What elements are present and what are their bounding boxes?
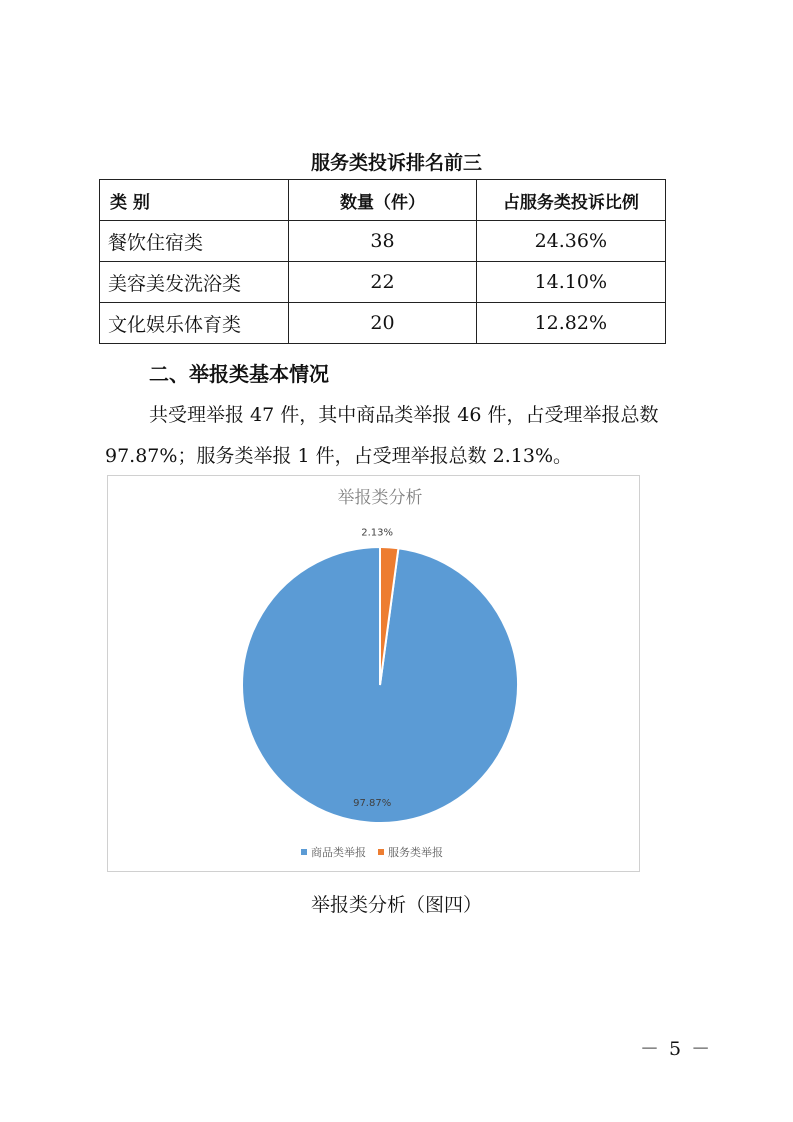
table-header-row: [100, 180, 666, 221]
row-ratio: 14.10%: [476, 262, 665, 303]
table-row: [100, 221, 666, 262]
section-heading: 二、举报类基本情况: [149, 362, 329, 386]
row-category: 美容美发洗浴类: [100, 262, 289, 303]
header-category: 类 别: [100, 180, 289, 221]
figure-caption: 举报类分析（图四）: [310, 894, 482, 916]
row-count: 20: [289, 303, 476, 344]
legend-label-1: 商品类举报: [311, 846, 366, 859]
row-category: 餐饮住宿类: [100, 221, 289, 262]
row-ratio: 24.36%: [476, 221, 665, 262]
legend-swatch-2: [378, 849, 384, 855]
pie-data-label-1: 97.87%: [353, 798, 392, 810]
chart-title: 举报类分析: [337, 488, 423, 508]
row-count: 22: [289, 262, 476, 303]
row-category: 文化娱乐体育类: [100, 303, 289, 344]
header-ratio: 占服务类投诉比例: [476, 180, 665, 221]
paragraph-line-1: 共受理举报 47 件，其中商品类举报 46 件，占受理举报总数: [149, 404, 659, 426]
paragraph-line-2: 97.87%；服务类举报 1 件，占受理举报总数 2.13%。: [105, 445, 573, 467]
page-number: － 5 －: [640, 1038, 713, 1060]
complaint-ranking-table: [99, 179, 666, 344]
table-row: [100, 262, 666, 303]
pie-chart-frame: [107, 475, 640, 872]
table-title: 服务类投诉排名前三: [310, 152, 482, 174]
row-count: 38: [289, 221, 476, 262]
legend-label-2: 服务类举报: [388, 846, 443, 859]
header-count: 数量（件）: [289, 180, 476, 221]
pie-data-label-2: 2.13%: [361, 527, 394, 539]
legend-swatch-1: [301, 849, 307, 855]
row-ratio: 12.82%: [476, 303, 665, 344]
table-row: [100, 303, 666, 344]
pie-chart: [108, 476, 639, 871]
